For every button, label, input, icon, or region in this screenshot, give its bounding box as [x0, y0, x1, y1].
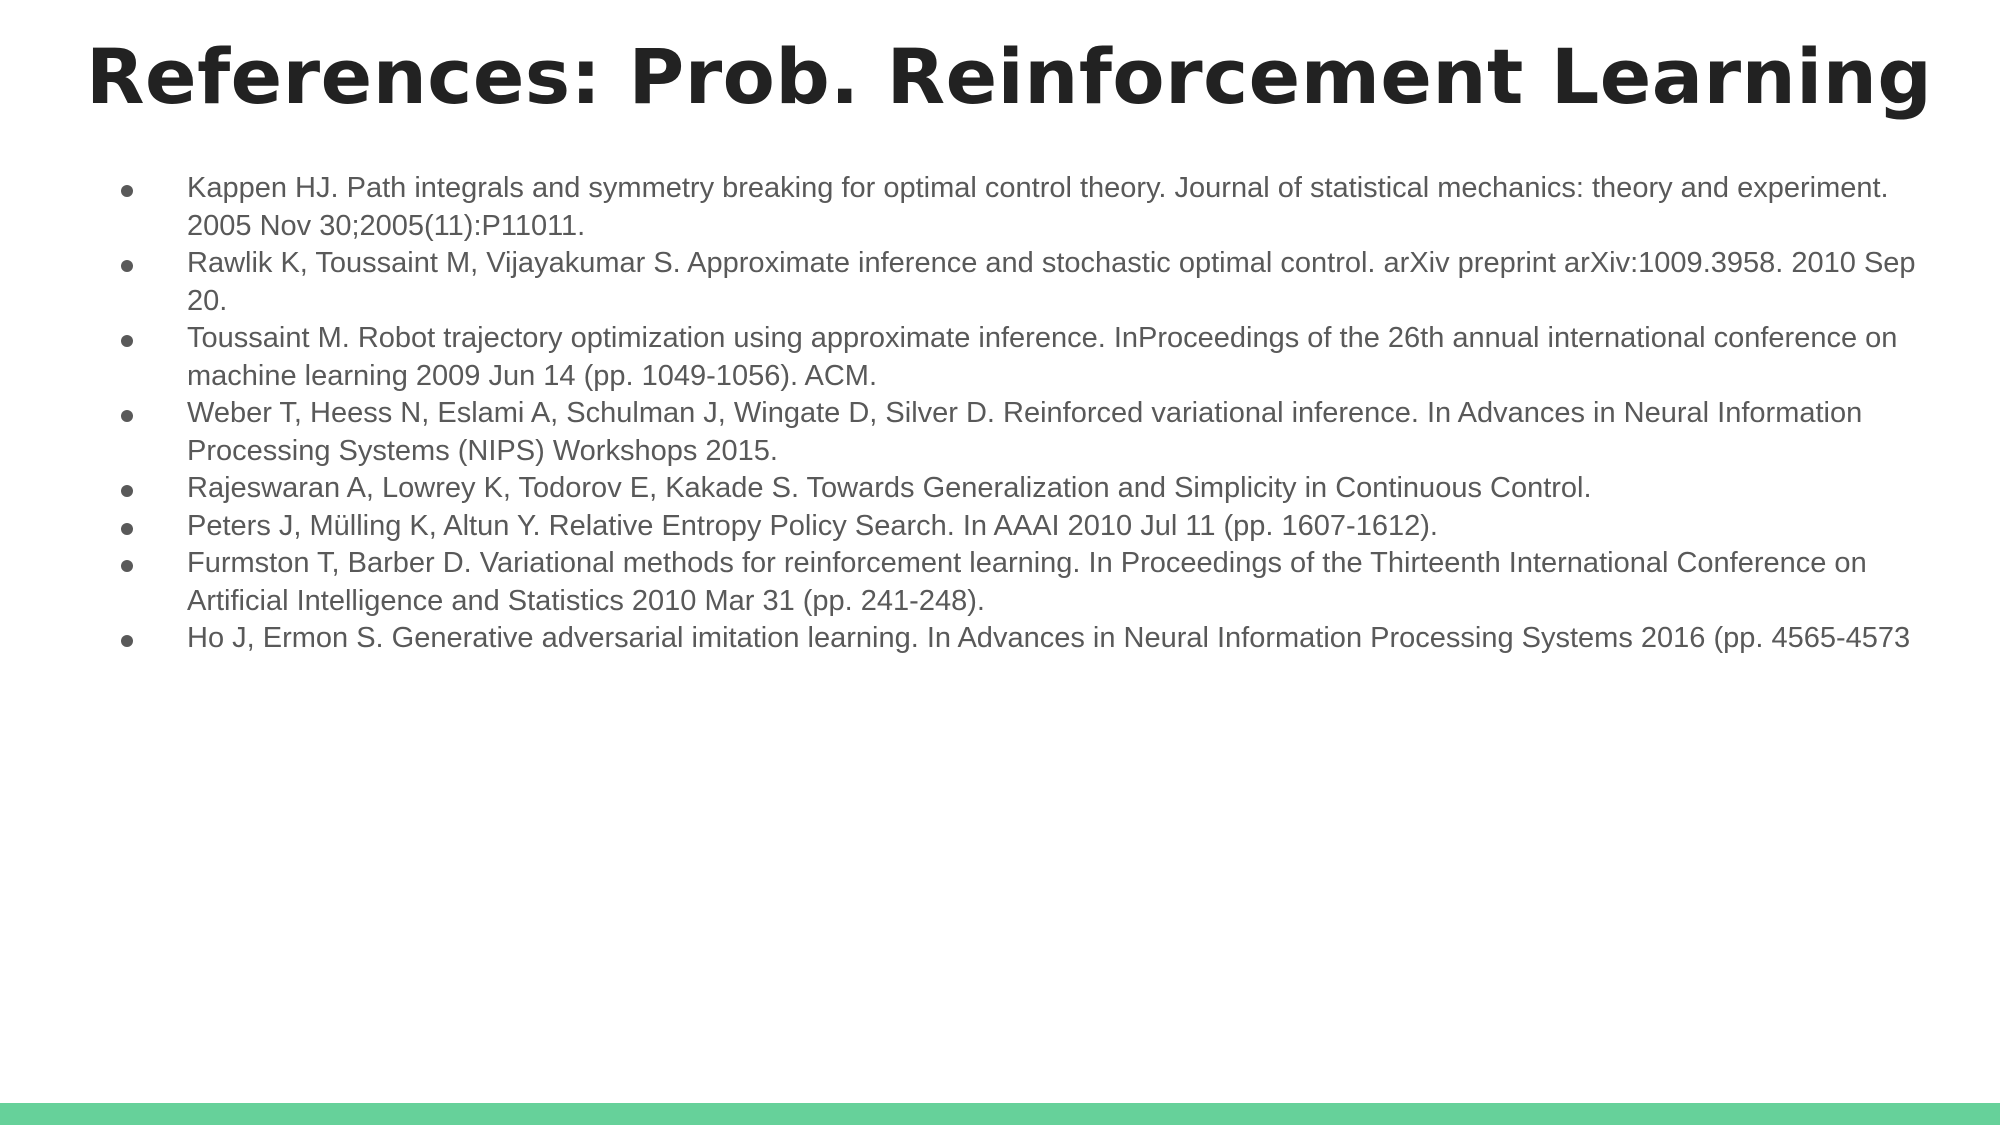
reference-list [0, 170, 2000, 658]
bullet-icon [121, 635, 133, 647]
reference-item [0, 470, 2000, 508]
bullet-icon [121, 523, 133, 535]
bullet-icon [121, 410, 133, 422]
bullet-icon [121, 335, 133, 347]
bullet-icon [121, 260, 133, 272]
reference-text: Furmston T, Barber D. Variational methods for reinforcement learning. In Proceedings of the Thirteenth International Conference on Artificial Intelligence and Statistics 2010 Mar 31 (pp. 241-248). [187, 547, 1867, 617]
reference-item [0, 508, 2000, 546]
bullet-icon [121, 185, 133, 197]
reference-text: Weber T, Heess N, Eslami A, Schulman J, Wingate D, Silver D. Reinforced variational inference. In Advances in Neural Information Processing Systems (NIPS) Workshops 2015. [187, 397, 1863, 467]
bullet-icon [121, 485, 133, 497]
reference-item [0, 245, 2000, 320]
reference-text: Peters J, Mülling K, Altun Y. Relative Entropy Policy Search. In AAAI 2010 Jul 11 (pp. 1607-1612). [187, 509, 1438, 542]
reference-text: Rajeswaran A, Lowrey K, Todorov E, Kakade S. Towards Generalization and Simplicity in Continuous Control. [187, 472, 1592, 504]
bottom-accent-bar [0, 1103, 2000, 1125]
reference-text: Ho J, Ermon S. Generative adversarial imitation learning. In Advances in Neural Information Processing Systems 2016 (pp. 4565-4573 [187, 622, 1911, 654]
reference-item [0, 320, 2000, 395]
reference-item [0, 170, 2000, 245]
reference-item [0, 395, 2000, 470]
reference-item [0, 545, 2000, 620]
reference-text: Kappen HJ. Path integrals and symmetry breaking for optimal control theory. Journal of statistical mechanics: theory and experiment. 2005 Nov 30;2005(11):P11011. [187, 172, 1889, 242]
reference-text: Rawlik K, Toussaint M, Vijayakumar S. Approximate inference and stochastic optimal control. arXiv preprint arXiv:1009.3958. 2010 Sep 20. [187, 247, 1916, 317]
bullet-icon [121, 560, 133, 572]
slide-title: References: Prob. Reinforcement Learning [86, 32, 1933, 121]
reference-text: Toussaint M. Robot trajectory optimization using approximate inference. InProceedings of the 26th annual international conference on machine learning 2009 Jun 14 (pp. 1049-1056). ACM. [187, 322, 1898, 392]
reference-item [0, 620, 2000, 658]
